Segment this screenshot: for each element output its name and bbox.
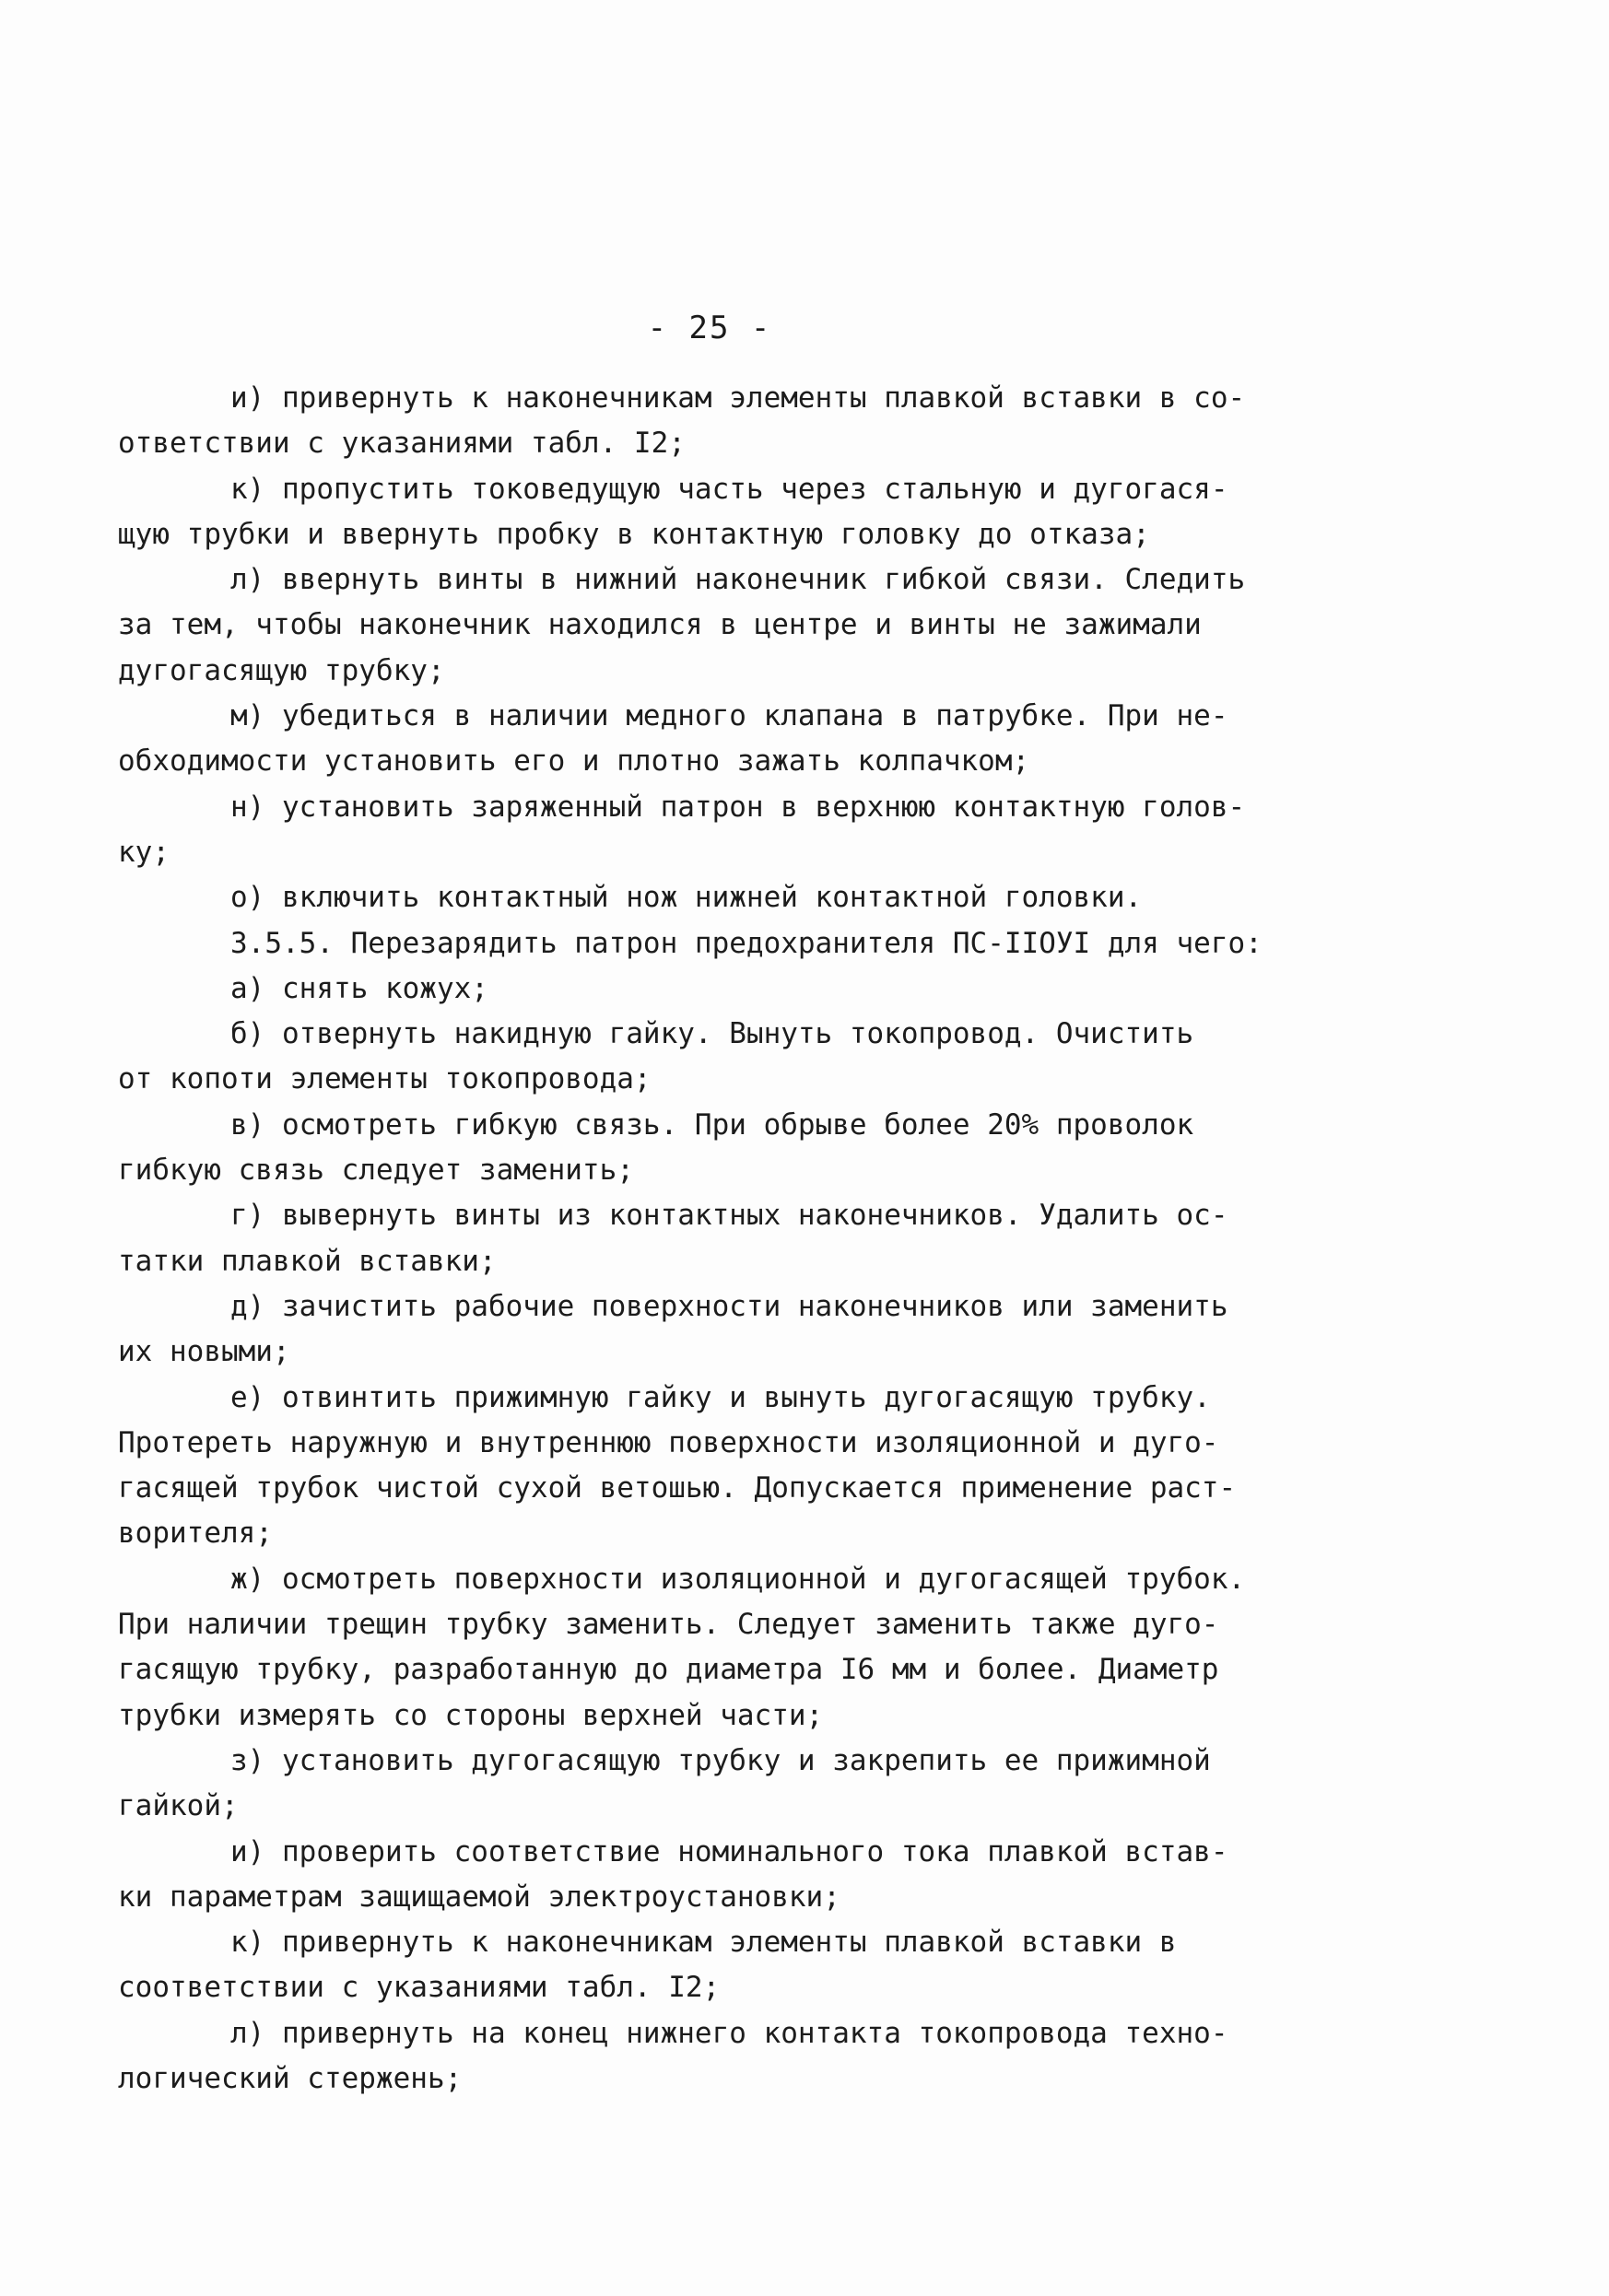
text-line: за тем, чтобы наконечник находился в центре и винты не зажимали: [118, 608, 1202, 642]
text-line: 3.5.5. Перезарядить патрон предохранителя ПС-IIОУI для чего:: [230, 926, 1263, 960]
text-line: г) вывернуть винты из контактных наконечников. Удалить ос-: [230, 1199, 1228, 1233]
page-number: - 25 -: [647, 310, 772, 346]
text-line: гайкой;: [118, 1789, 239, 1823]
text-line: о) включить контактный нож нижней контактной головки.: [230, 881, 1143, 915]
text-line: логический стержень;: [118, 2061, 463, 2095]
text-line: н) установить заряженный патрон в верхнюю контактную голов-: [230, 790, 1246, 824]
text-line: л) привернуть на конец нижнего контакта токопровода техно-: [230, 2016, 1228, 2050]
text-line: в) осмотреть гибкую связь. При обрыве более 20% проволок: [230, 1107, 1194, 1142]
body-text: [118, 376, 1380, 2102]
text-line: их новыми;: [118, 1335, 290, 1369]
text-line: з) установить дугогасящую трубку и закрепить ее прижимной: [230, 1743, 1211, 1777]
text-line: к) привернуть к наконечникам элементы плавкой вставки в: [230, 1926, 1177, 1960]
text-line: ответствии с указаниями табл. I2;: [118, 427, 686, 461]
text-line: е) отвинтить прижимную гайку и вынуть дугогасящую трубку.: [230, 1380, 1211, 1414]
text-line: от копоти элементы токопровода;: [118, 1062, 652, 1096]
text-line: При наличии трещин трубку заменить. Следует заменить также дуго-: [118, 1608, 1219, 1642]
text-line: ки параметрам защищаемой электроустановки;: [118, 1880, 840, 1914]
text-line: обходимости установить его и плотно зажать колпачком;: [118, 744, 1030, 779]
text-line: щую трубки и ввернуть пробку в контактную головку до отказа;: [118, 517, 1150, 551]
text-line: дугогасящую трубку;: [118, 653, 445, 687]
text-line: гасящей трубок чистой сухой ветошью. Допускается применение раст-: [118, 1471, 1237, 1505]
text-line: д) зачистить рабочие поверхности наконечников или заменить: [230, 1289, 1228, 1323]
text-line: л) ввернуть винты в нижний наконечник гибкой связи. Следить: [230, 563, 1246, 597]
text-line: Протереть наружную и внутреннюю поверхности изоляционной и дуго-: [118, 1425, 1219, 1459]
text-line: соответствии с указаниями табл. I2;: [118, 1971, 721, 2005]
text-line: а) снять кожух;: [230, 971, 488, 1005]
text-line: ворителя;: [118, 1517, 273, 1551]
text-line: к) пропустить токоведущую часть через стальную и дугогася-: [230, 472, 1228, 506]
text-line: гибкую связь следует заменить;: [118, 1154, 634, 1188]
text-line: ж) осмотреть поверхности изоляционной и дугогасящей трубок.: [230, 1562, 1246, 1596]
text-line: и) привернуть к наконечникам элементы плавкой вставки в со-: [230, 381, 1246, 415]
text-line: гасящую трубку, разработанную до диаметра I6 мм и более. Диаметр: [118, 1653, 1219, 1687]
text-line: ку;: [118, 835, 170, 869]
text-line: б) отвернуть накидную гайку. Вынуть токопровод. Очистить: [230, 1017, 1194, 1051]
text-line: татки плавкой вставки;: [118, 1244, 497, 1278]
text-line: и) проверить соответствие номинального тока плавкой встав-: [230, 1834, 1228, 1868]
text-line: м) убедиться в наличии медного клапана в патрубке. При не-: [230, 699, 1228, 733]
text-line: трубки измерять со стороны верхней части;: [118, 1698, 824, 1732]
